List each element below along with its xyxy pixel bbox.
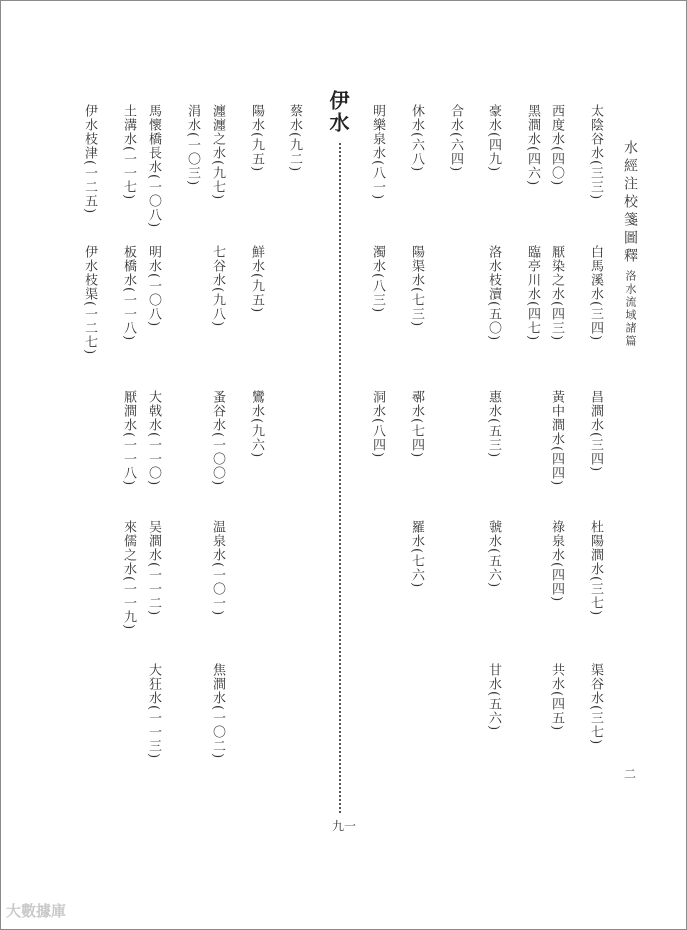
entry: 大狂水(一一三) <box>146 663 161 760</box>
entry: 吴澗水(一一二) <box>146 520 161 617</box>
entry: 馬懷橋長水(一〇八) <box>146 104 161 229</box>
entry: 焦澗水(一〇二) <box>210 663 225 760</box>
entry: 虢水(五六) <box>486 520 501 589</box>
entry: 黑澗水(四六) <box>525 104 540 187</box>
entry: 惠水(五三) <box>486 390 501 459</box>
entry: 蔡水(九二) <box>287 104 302 173</box>
entry: 甘水(五六) <box>486 663 501 732</box>
page-marker: 二 <box>624 767 637 781</box>
entry: 休水(六八) <box>409 104 424 173</box>
entry: 伊水枝津(一二五) <box>82 104 97 215</box>
entry: 洛水枝瀆(五〇) <box>486 245 501 342</box>
entry: 祿泉水(四四) <box>549 520 564 603</box>
entry: 温泉水(一〇一) <box>210 520 225 617</box>
entry: 伊水枝渠(一二七) <box>82 245 97 356</box>
entry: 洞水(八四) <box>370 390 385 459</box>
entry: 厭染之水(四三) <box>549 245 564 342</box>
entry: 來儒之水(一一九) <box>121 520 136 631</box>
entry: 臨亭川水(四七) <box>525 245 540 342</box>
entry: 陽水(九五) <box>249 104 264 173</box>
entry: 七谷水(九八) <box>210 245 225 328</box>
entry: 明水(一〇八) <box>146 245 161 328</box>
section-divider <box>339 143 341 813</box>
entry: 鄩水(七四) <box>409 390 424 459</box>
entry: 鮮水(九五) <box>249 245 264 314</box>
entry: 羅水(七六) <box>409 520 424 589</box>
entry: 黃中澗水(四四) <box>549 390 564 487</box>
entry: 蚤谷水(一〇〇) <box>210 390 225 487</box>
entry: 合水(六四) <box>448 104 463 173</box>
entry: 白馬溪水(三四) <box>588 245 603 342</box>
book-title: 水經注校箋圖釋 <box>622 140 638 266</box>
page-number: 九一 <box>332 819 357 833</box>
entry: 陽渠水(七三) <box>409 245 424 328</box>
entry: 共水(四五) <box>549 663 564 732</box>
entry: 大戟水(一一〇) <box>146 390 161 487</box>
section-title: 伊水 <box>326 90 350 134</box>
entry: 鸞水(九六) <box>249 390 264 459</box>
book-subtitle: 洛水流域諸篇 <box>624 270 637 348</box>
entry: 涓水(一〇三) <box>185 104 200 187</box>
entry: 渠谷水(三七) <box>588 663 603 746</box>
entry: 西度水(四〇) <box>549 104 564 187</box>
entry: 明樂泉水(八一) <box>370 104 385 201</box>
entry: 杜陽澗水(三七) <box>588 520 603 617</box>
entry: 土溝水(一一七) <box>121 104 136 201</box>
entry: 板橋水(一一八) <box>121 245 136 342</box>
watermark-logo: 大數據庫 <box>6 902 67 920</box>
entry: 厭澗水(一一八) <box>121 390 136 487</box>
entry: 昌澗水(三四) <box>588 390 603 473</box>
entry: 太陰谷水(三三) <box>588 104 603 201</box>
entry: 瀍瀍之水(九七) <box>210 104 225 201</box>
entry: 豪水(四九) <box>486 104 501 173</box>
entry: 濁水(八三) <box>370 245 385 314</box>
